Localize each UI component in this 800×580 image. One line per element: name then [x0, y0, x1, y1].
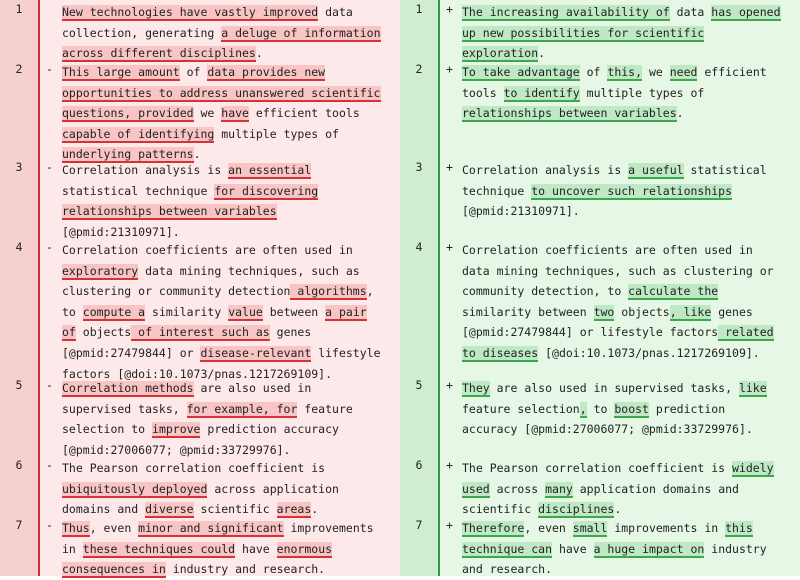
- unchanged-text: data mining techniques, such as clustering or community detection: [62, 263, 360, 299]
- removed-text: for example, for: [186, 401, 298, 416]
- unchanged-text: [@pmid:21310971].: [462, 204, 580, 219]
- added-marker: +: [446, 378, 453, 392]
- line-number: 6: [15, 458, 23, 472]
- unchanged-text: to: [586, 401, 615, 416]
- diff-text: [462, 62, 786, 124]
- diff-text: [62, 240, 386, 384]
- added-text: to uncover such relationships: [531, 183, 733, 198]
- unchanged-text: The Pearson correlation coefficient is: [62, 461, 326, 475]
- added-text: boost: [614, 401, 649, 416]
- removed-text: compute a: [82, 304, 146, 319]
- unchanged-text: efficient tools: [248, 106, 360, 121]
- removed-marker: -: [46, 160, 53, 174]
- added-text: widely used: [462, 461, 774, 496]
- removed-text: for discovering relationships between variables: [62, 183, 319, 219]
- removed-marker: -: [46, 518, 53, 532]
- unchanged-text: .: [311, 502, 319, 517]
- added-marker: +: [446, 62, 453, 76]
- added-marker: +: [446, 160, 453, 174]
- unchanged-text: scientific: [193, 502, 277, 517]
- added-text: this technique can: [462, 521, 753, 556]
- unchanged-text: have: [235, 541, 277, 556]
- unchanged-text: , even: [524, 521, 573, 535]
- removed-text: value: [228, 304, 263, 319]
- added-text: a huge impact on: [593, 541, 705, 556]
- removed-text: exploratory: [62, 263, 139, 278]
- unchanged-text: of: [179, 65, 208, 79]
- unchanged-text: The Pearson correlation coefficient is: [462, 461, 733, 475]
- unchanged-text: Correlation coefficients are often used in: [62, 243, 353, 257]
- line-number: 1: [15, 2, 23, 16]
- unchanged-text: data collection, generating: [62, 5, 353, 40]
- unchanged-text: , even: [89, 521, 139, 535]
- line-number: 4: [15, 240, 23, 254]
- added-text: disciplines: [538, 502, 615, 517]
- added-gutter: [400, 0, 440, 576]
- removed-text: disease-relevant: [200, 345, 312, 360]
- added-text: relationships between variables: [462, 106, 677, 121]
- unchanged-text: similarity between: [462, 304, 594, 319]
- removed-text: of interest such as: [131, 325, 270, 340]
- unchanged-text: lifestyle factors [@doi:10.1073/pnas.1217269109].: [62, 345, 381, 381]
- diff-text: [462, 518, 786, 580]
- line-number: 1: [415, 2, 423, 16]
- unchanged-text: we: [193, 106, 222, 121]
- removed-text: ubiquitously deployed: [62, 481, 208, 496]
- unchanged-text: feature selection: [462, 401, 580, 416]
- removed-text: improve: [152, 422, 201, 437]
- removed-text: areas: [276, 502, 312, 517]
- line-number: 3: [415, 160, 423, 174]
- unchanged-text: , to: [62, 284, 374, 319]
- unchanged-text: statistical technique: [62, 183, 215, 198]
- line-number: 4: [415, 240, 423, 254]
- diff-text: [62, 458, 386, 520]
- unchanged-text: multiple types of: [579, 85, 705, 100]
- unchanged-text: between: [262, 304, 326, 319]
- diff-text: [462, 458, 786, 520]
- added-text: related to diseases: [462, 325, 774, 360]
- removed-text: Thus: [62, 521, 90, 535]
- removed-marker: -: [46, 240, 53, 254]
- added-text: like: [738, 381, 767, 395]
- unchanged-text: Correlation analysis is: [462, 163, 629, 177]
- removed-marker: -: [46, 378, 53, 392]
- unchanged-text: objects: [614, 304, 670, 319]
- unchanged-text: .: [193, 147, 201, 162]
- unchanged-text: [@doi:10.1073/pnas.1217269109].: [538, 345, 760, 360]
- line-number: 5: [415, 378, 423, 392]
- diff-text: [62, 62, 386, 165]
- diff-text: [462, 2, 786, 64]
- removed-text: an essential: [228, 163, 312, 177]
- line-number: 2: [15, 62, 23, 76]
- unchanged-text: objects: [75, 325, 132, 340]
- added-text: calculate the: [628, 284, 719, 299]
- added-text: to identify: [503, 85, 580, 100]
- removed-text: algorithms: [290, 284, 367, 299]
- line-number: 3: [15, 160, 23, 174]
- unchanged-text: feature selection to: [62, 401, 353, 437]
- unchanged-text: Correlation analysis is: [62, 163, 229, 177]
- added-marker: +: [446, 458, 453, 472]
- unchanged-text: genes [@pmid:27479844] or: [62, 325, 312, 360]
- removed-marker: -: [46, 458, 53, 472]
- removed-text: have: [221, 106, 249, 121]
- added-marker: +: [446, 2, 453, 16]
- removed-text: underlying patterns: [62, 147, 194, 162]
- line-number: 5: [15, 378, 23, 392]
- unchanged-text: application domains and scientific: [462, 481, 739, 517]
- removed-pane: [0, 0, 400, 576]
- unchanged-text: industry and research.: [462, 541, 767, 577]
- added-marker: +: [446, 240, 453, 254]
- removed-text: a deluge of information across different disciplines: [62, 25, 381, 61]
- added-text: To take advantage: [462, 65, 580, 79]
- unchanged-text: similarity: [145, 304, 229, 319]
- added-text: small: [572, 521, 608, 535]
- added-text: The increasing availability of: [462, 5, 670, 19]
- line-number: 7: [415, 518, 423, 532]
- removed-gutter: [0, 0, 40, 576]
- removed-text: capable of identifying: [62, 126, 215, 141]
- unchanged-text: improvements in: [62, 521, 374, 556]
- diff-text: [462, 378, 786, 440]
- added-text: a useful: [628, 163, 684, 177]
- diff-text: [62, 518, 386, 580]
- unchanged-text: we: [642, 65, 670, 79]
- added-text: two: [593, 304, 615, 319]
- removed-text: a pair of: [62, 304, 367, 340]
- unchanged-text: multiple types of: [214, 126, 339, 141]
- removed-text: these techniques could: [82, 541, 236, 556]
- removed-text: diverse: [145, 502, 194, 517]
- unchanged-text: .: [614, 502, 622, 517]
- line-number: 6: [415, 458, 423, 472]
- unchanged-text: are also used in supervised tasks,: [62, 381, 312, 416]
- line-number: 2: [415, 62, 423, 76]
- added-marker: +: [446, 518, 453, 532]
- unchanged-text: Correlation coefficients are often used in data mining techniques, such as clustering or community detection, to: [462, 243, 774, 299]
- added-text: has opened up new possibilities for scientific exploration: [462, 5, 781, 61]
- added-text: need: [669, 65, 698, 79]
- removed-text: Correlation methods: [62, 381, 194, 395]
- added-text: many: [545, 481, 573, 496]
- unchanged-text: statistical technique: [462, 163, 767, 198]
- added-pane: [400, 0, 800, 576]
- unchanged-text: industry and research.: [165, 562, 326, 577]
- unchanged-text: prediction accuracy [@pmid:27006077; @pmid:33729976].: [462, 401, 753, 437]
- removed-text: data provides new opportunities to address unanswered scientific questions, provided: [62, 65, 381, 121]
- unchanged-text: .: [676, 106, 684, 121]
- added-text: They: [462, 381, 490, 395]
- unchanged-text: have: [552, 541, 594, 556]
- diff-text: [462, 240, 786, 364]
- added-text: , like: [669, 304, 712, 319]
- unchanged-text: [@pmid:21310971].: [62, 224, 180, 239]
- unchanged-text: efficient tools: [462, 65, 767, 100]
- removed-text: New technologies have vastly improved: [62, 5, 319, 19]
- diff-text: [462, 160, 786, 222]
- added-text: Therefore: [462, 521, 525, 535]
- unchanged-text: prediction accuracy [@pmid:27006077; @pmid:33729976].: [62, 422, 339, 457]
- removed-text: minor and significant: [138, 521, 284, 535]
- unchanged-text: .: [538, 46, 546, 61]
- unchanged-text: .: [255, 46, 263, 61]
- removed-text: enormous consequences in: [62, 541, 333, 577]
- unchanged-text: across application domains and: [62, 481, 339, 517]
- unchanged-text: of: [579, 65, 608, 79]
- added-text: this,: [607, 65, 643, 79]
- diff-text: [62, 160, 386, 242]
- unchanged-text: are also used in supervised tasks,: [489, 381, 739, 395]
- added-text: ,: [579, 401, 587, 416]
- unchanged-text: data: [669, 5, 712, 19]
- line-number: 7: [15, 518, 23, 532]
- diff-text: [62, 2, 386, 64]
- removed-text: This large amount: [62, 65, 180, 79]
- unchanged-text: improvements in: [607, 521, 726, 535]
- unchanged-text: genes [@pmid:27479844] or lifestyle factors: [462, 304, 753, 340]
- removed-marker: -: [46, 62, 53, 76]
- diff-text: [62, 378, 386, 460]
- unchanged-text: across: [489, 481, 546, 496]
